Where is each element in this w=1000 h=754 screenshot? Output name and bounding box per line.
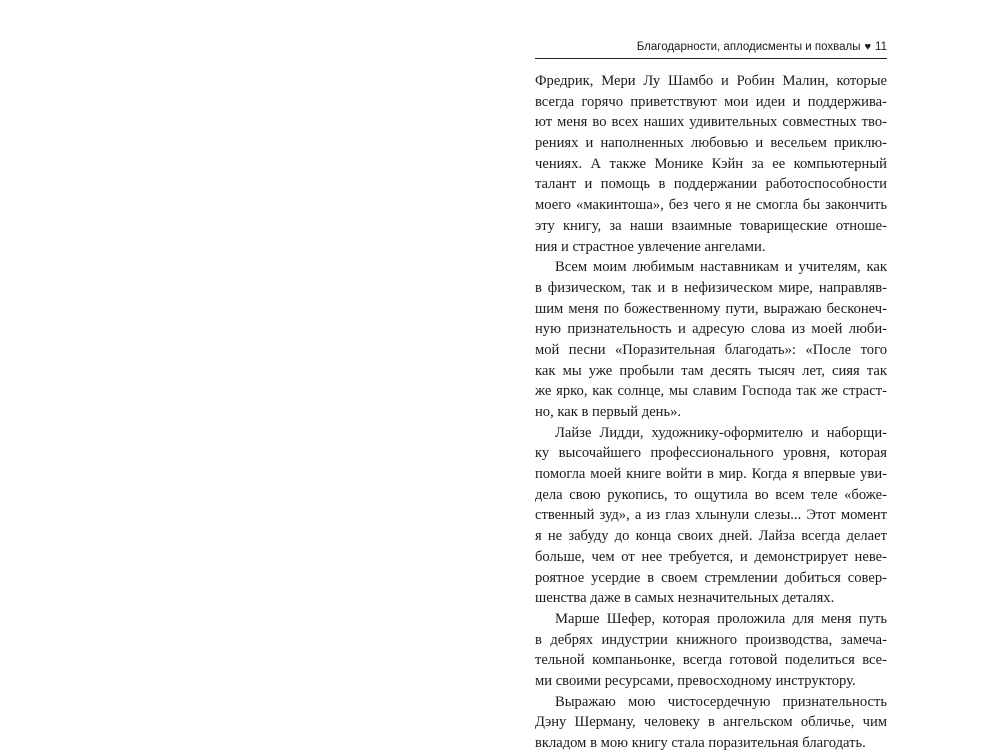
text-line: Марше Шефер, которая проложила для меня путь bbox=[555, 610, 887, 627]
text-line: ми своими ресурсами, превосходному инструктору. bbox=[535, 672, 856, 689]
running-title: Благодарности, аплодисменты и похвалы bbox=[636, 41, 861, 53]
text-line: всегда горячо приветствуют мои идеи и поддержива- bbox=[535, 93, 887, 110]
text-line: вкладом в мою книгу стала поразительная благодать. bbox=[535, 735, 866, 751]
text-line: Лайзе Лидди, художнику-оформителю и наборщи- bbox=[555, 424, 887, 441]
text-line: шим меня по божественному пути, выражаю бесконеч- bbox=[535, 300, 887, 317]
text-line: моего «макинтоша», без чего я не смогла бы закончить bbox=[535, 197, 887, 214]
running-head bbox=[535, 40, 887, 59]
text-line: Выражаю мою чистосердечную признательность bbox=[555, 693, 887, 710]
text-line: Фредрик, Мери Лу Шамбо и Робин Малин, которые bbox=[535, 73, 887, 89]
text-line: шенства даже в самых незначительных деталях. bbox=[535, 590, 835, 607]
right-page bbox=[535, 40, 887, 754]
text-line: ку высочайшего профессионального уровня, которая bbox=[535, 445, 887, 462]
text-line: ственный зуд», а из глаз хлынули слезы... Этот момент bbox=[535, 507, 887, 524]
text-line: тельной компаньонке, всегда готовой поделиться все- bbox=[535, 652, 887, 669]
text-line: ния и страстное увлечение ангелами. bbox=[535, 238, 766, 255]
body-text bbox=[535, 71, 887, 754]
text-line: талант и помощь в поддержании работоспособности bbox=[535, 176, 887, 193]
text-line: как мы уже пробыли там десять тысяч лет, сияя так bbox=[535, 362, 887, 379]
text-line: Всем моим любимым наставникам и учителям, как bbox=[555, 259, 887, 276]
text-line: больше, чем от нее требуется, и демонстрирует неве- bbox=[535, 548, 887, 565]
running-head-right bbox=[637, 41, 887, 53]
text-line: в дебрях индустрии книжного производства, замеча- bbox=[535, 631, 887, 648]
text-line: же ярко, как солнце, мы славим Господа так же страст- bbox=[535, 383, 887, 400]
text-line: но, как в первый день». bbox=[535, 404, 682, 420]
text-line: помогла моей книге войти в мир. Когда я впервые уви- bbox=[535, 466, 887, 483]
text-line: Дэну Шерману, человеку в ангельском обличье, чим bbox=[535, 714, 887, 731]
text-line: я не забуду до конца своих дней. Лайза всегда делает bbox=[535, 528, 887, 545]
text-line: мой песни «Поразительная благодать»: «После того bbox=[535, 341, 887, 358]
text-line: эту книгу, за наши взаимные товарищеские отноше- bbox=[535, 217, 887, 234]
page-number: 11 bbox=[875, 41, 887, 53]
heart-icon: ♥ bbox=[864, 41, 872, 53]
text-line: чениях. А также Монике Кэйн за ее компьютерный bbox=[535, 155, 887, 172]
text-line: в физическом, так и в нефизическом мире, направляв- bbox=[535, 279, 887, 296]
text-line: роятное усердие в своем стремлении добиться совер- bbox=[535, 569, 887, 586]
text-line: ную признательность и адресую слова из моей люби- bbox=[535, 321, 887, 338]
text-line: дела свою рукопись, то ощутила во всем теле «боже- bbox=[535, 486, 887, 503]
text-line: рениях и наполненных любовью и весельем приклю- bbox=[535, 135, 887, 152]
text-line: ют меня во всех наших удивительных совместных тво- bbox=[535, 114, 887, 131]
